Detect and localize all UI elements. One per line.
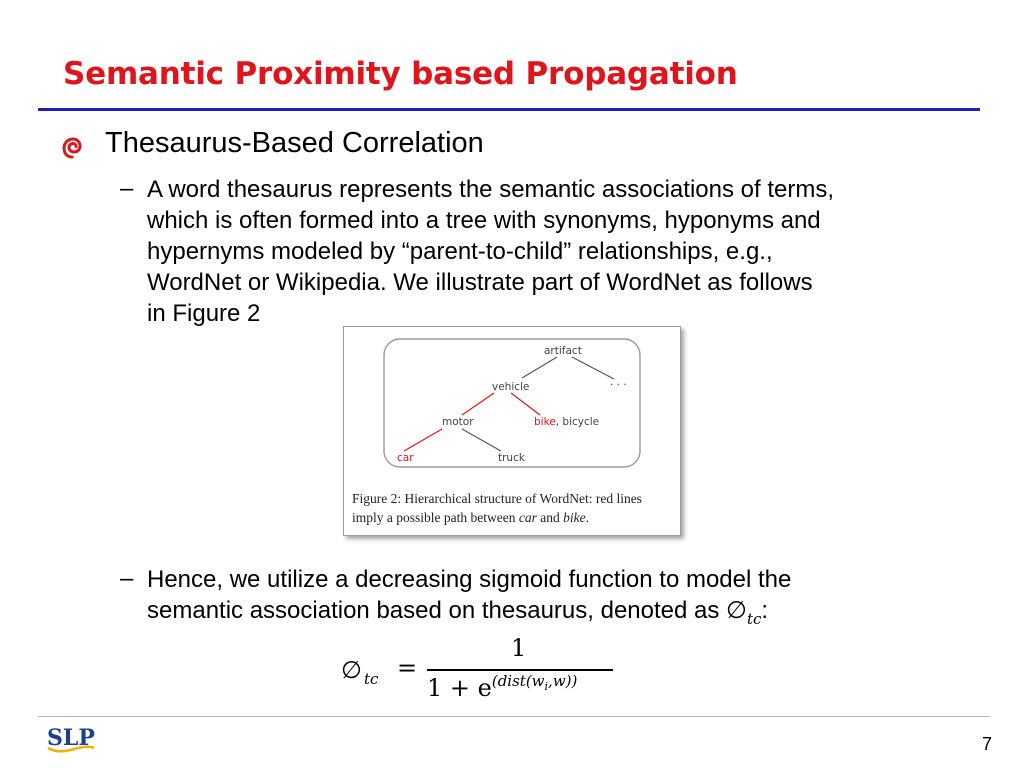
paragraph-thesaurus bbox=[147, 174, 834, 329]
caption-and: and bbox=[536, 510, 564, 525]
exponent-end: ,w)) bbox=[548, 672, 578, 690]
text-line: which is often formed into a tree with synonyms, hyponyms and bbox=[147, 207, 821, 234]
dash-marker: – bbox=[120, 175, 134, 202]
text-line: hypernyms modeled by “parent-to-child” relationships, e.g., bbox=[147, 238, 773, 265]
phi-symbol: ∅ bbox=[726, 596, 747, 624]
text-segment: semantic association based on thesaurus, denoted as bbox=[147, 597, 720, 624]
text-line: in Figure 2 bbox=[147, 300, 261, 327]
page-number: 7 bbox=[981, 734, 992, 754]
text-line: A word thesaurus represents the semantic associations of terms, bbox=[147, 176, 834, 203]
node-vehicle: vehicle bbox=[492, 381, 530, 393]
formula-equals: = bbox=[397, 654, 418, 682]
exponent-text: (dist(w bbox=[491, 672, 545, 690]
text-line bbox=[147, 595, 791, 635]
denominator-base: 1 + e bbox=[427, 674, 492, 702]
node-bicycle: , bicycle bbox=[555, 416, 600, 428]
formula-exponent bbox=[491, 672, 578, 693]
caption-car: car bbox=[518, 510, 537, 525]
slide-title: Semantic Proximity based Propagation bbox=[63, 56, 738, 92]
caption-bike: bike bbox=[563, 510, 586, 525]
node-truck: truck bbox=[498, 452, 525, 464]
caption-end: . bbox=[585, 510, 589, 525]
formula-phi: ∅ bbox=[341, 656, 362, 684]
text-line: Hence, we utilize a decreasing sigmoid function to model the bbox=[147, 566, 792, 593]
figure-caption bbox=[352, 489, 674, 527]
sigmoid-formula bbox=[341, 632, 621, 702]
node-motor: motor bbox=[442, 416, 474, 428]
footer-divider bbox=[38, 716, 990, 717]
formula-denominator bbox=[427, 674, 577, 703]
node-bike: bike bbox=[534, 416, 556, 428]
wordnet-figure bbox=[343, 326, 681, 536]
title-divider bbox=[38, 108, 980, 111]
dash-marker: – bbox=[120, 565, 134, 592]
fraction-bar bbox=[427, 669, 613, 671]
node-ellipsis: · · · bbox=[610, 379, 627, 391]
formula-phi-subscript: tc bbox=[364, 670, 379, 688]
phi-subscript: tc bbox=[746, 609, 762, 628]
text-line: WordNet or Wikipedia. We illustrate part of WordNet as follows bbox=[147, 269, 813, 296]
slp-logo bbox=[44, 718, 96, 758]
bullet-heading: Thesaurus-Based Correlation bbox=[105, 127, 484, 159]
paragraph-sigmoid bbox=[147, 564, 791, 635]
node-car: car bbox=[397, 452, 414, 464]
swirl-bullet-icon bbox=[62, 137, 82, 159]
caption-text: Figure 2: Hierarchical structure of WordNet: red lines imply a possible path between bbox=[352, 491, 642, 525]
exponent-subscript: i bbox=[544, 680, 549, 693]
node-artifact: artifact bbox=[544, 345, 582, 357]
node-bike-group bbox=[534, 416, 599, 428]
logo-text: SLP bbox=[47, 725, 95, 751]
formula-numerator: 1 bbox=[511, 634, 527, 662]
colon: : bbox=[761, 597, 769, 624]
